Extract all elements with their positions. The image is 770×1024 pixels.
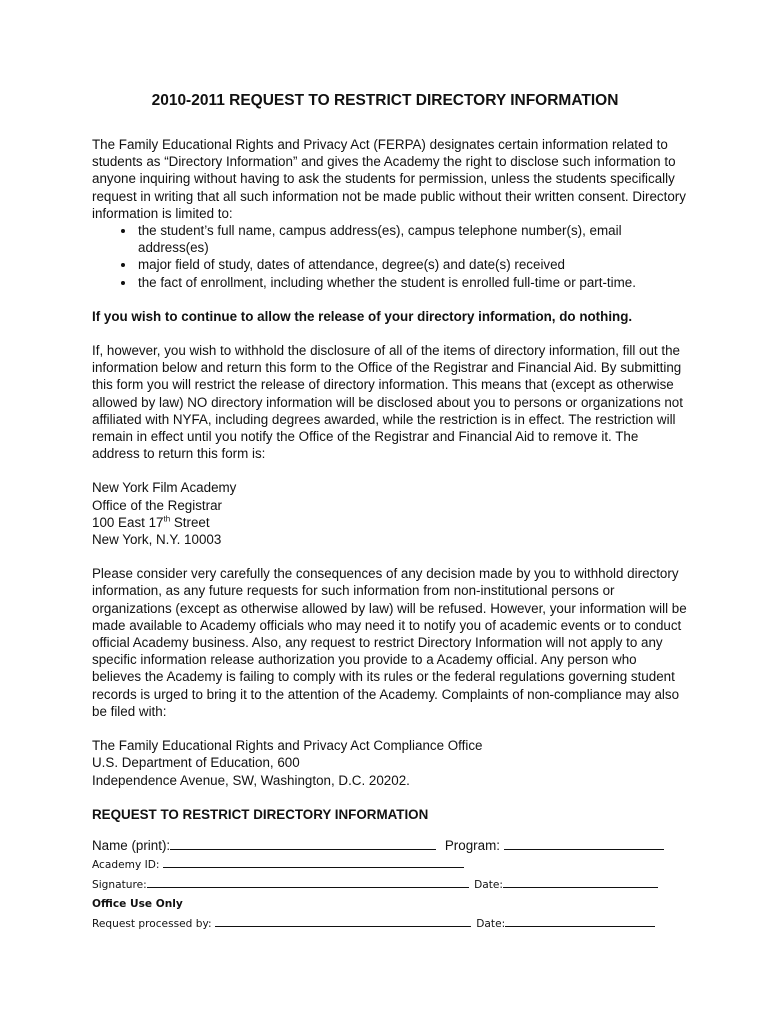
name-label: Name (print): xyxy=(92,837,171,853)
consider-paragraph: Please consider very carefully the consequences of any decision made by you to withhold directory information, as any future requests for such information from non-institutional persons or organizations (except as otherwise allowed by law) will be refused. However, your information will be made available to Academy officials who may need it to notify you of academic events or to conduct official Academy business. Also, any request to restrict Directory Information will not apply to any specific information release authorization you provide to a Academy official. Any person who believes the Academy is failing to comply with its rules or the federal regulations governing student records is urged to bring it to the attention of the Academy. Complaints of non-compliance may also be filed with: xyxy=(92,566,687,719)
directory-info-list xyxy=(92,222,688,291)
program-label: Program: xyxy=(444,837,500,853)
address-line: Independence Avenue, SW, Washington, D.C. 20202. xyxy=(92,772,410,788)
list-item: • the fact of enrollment, including whether the student is enrolled full-time or part-time. xyxy=(136,274,688,291)
name-field[interactable] xyxy=(170,837,436,850)
office-use-label: Office Use Only xyxy=(92,897,183,910)
form-title: REQUEST TO RESTRICT DIRECTORY INFORMATION xyxy=(92,806,429,822)
academy-id-label: Academy ID: xyxy=(92,858,160,871)
list-item: • major field of study, dates of attendance, degree(s) and date(s) received xyxy=(136,256,688,273)
date2-label: Date: xyxy=(476,917,506,930)
restriction-form xyxy=(92,836,688,934)
date-label: Date: xyxy=(474,878,503,891)
address-line: New York Film Academy xyxy=(92,480,237,496)
address-line: New York, N.Y. 10003 xyxy=(92,532,222,548)
name-program-row xyxy=(92,836,688,855)
address-line: The Family Educational Rights and Privacy Act Compliance Office xyxy=(92,738,483,754)
page-title: 2010-2011 REQUEST TO RESTRICT DIRECTORY INFORMATION xyxy=(151,92,619,109)
return-address xyxy=(92,479,688,548)
intro-paragraph: The Family Educational Rights and Privacy Act (FERPA) designates certain information related to students as “Directory Information” and gives the Academy the right to disclose such information to anyone inquiring without having to ask the students for permission, unless the students specifically request in writing that all such information not be made public without their written consent. Directory information is limited to: xyxy=(92,137,686,221)
document-body xyxy=(92,136,688,934)
processed-by-label: Request processed by: xyxy=(92,917,212,930)
processed-row xyxy=(92,914,688,934)
date-field[interactable] xyxy=(503,875,658,888)
address-line: U.S. Department of Education, 600 xyxy=(92,755,300,771)
date2-field[interactable] xyxy=(505,914,655,927)
program-field[interactable] xyxy=(504,837,664,850)
list-item: • the student’s full name, campus address(es), campus telephone number(s), email address(es) xyxy=(136,222,688,256)
address-line: Office of the Registrar xyxy=(92,497,222,513)
compliance-address xyxy=(92,737,688,789)
signature-label: Signature: xyxy=(92,878,147,891)
signature-row xyxy=(92,875,688,895)
address-line: 100 East 17th Street xyxy=(92,514,210,530)
signature-field[interactable] xyxy=(147,875,469,888)
academy-id-row xyxy=(92,855,688,875)
continue-note: If you wish to continue to allow the release of your directory information, do nothing. xyxy=(92,308,633,324)
academy-id-field[interactable] xyxy=(163,855,464,868)
withhold-paragraph: If, however, you wish to withhold the disclosure of all of the items of directory information, fill out the information below and return this form to the Office of the Registrar and Financial Aid. By submitting this form you will restrict the release of directory information. This means that (except as otherwise allowed by law) NO directory information will be disclosed about you to persons or organizations not affiliated with NYFA, including degrees awarded, while the restriction is in effect. The restriction will remain in effect until you notify the Office of the Registrar and Financial Aid to remove it. The address to return this form is: xyxy=(92,343,683,462)
processed-by-field[interactable] xyxy=(215,914,471,927)
